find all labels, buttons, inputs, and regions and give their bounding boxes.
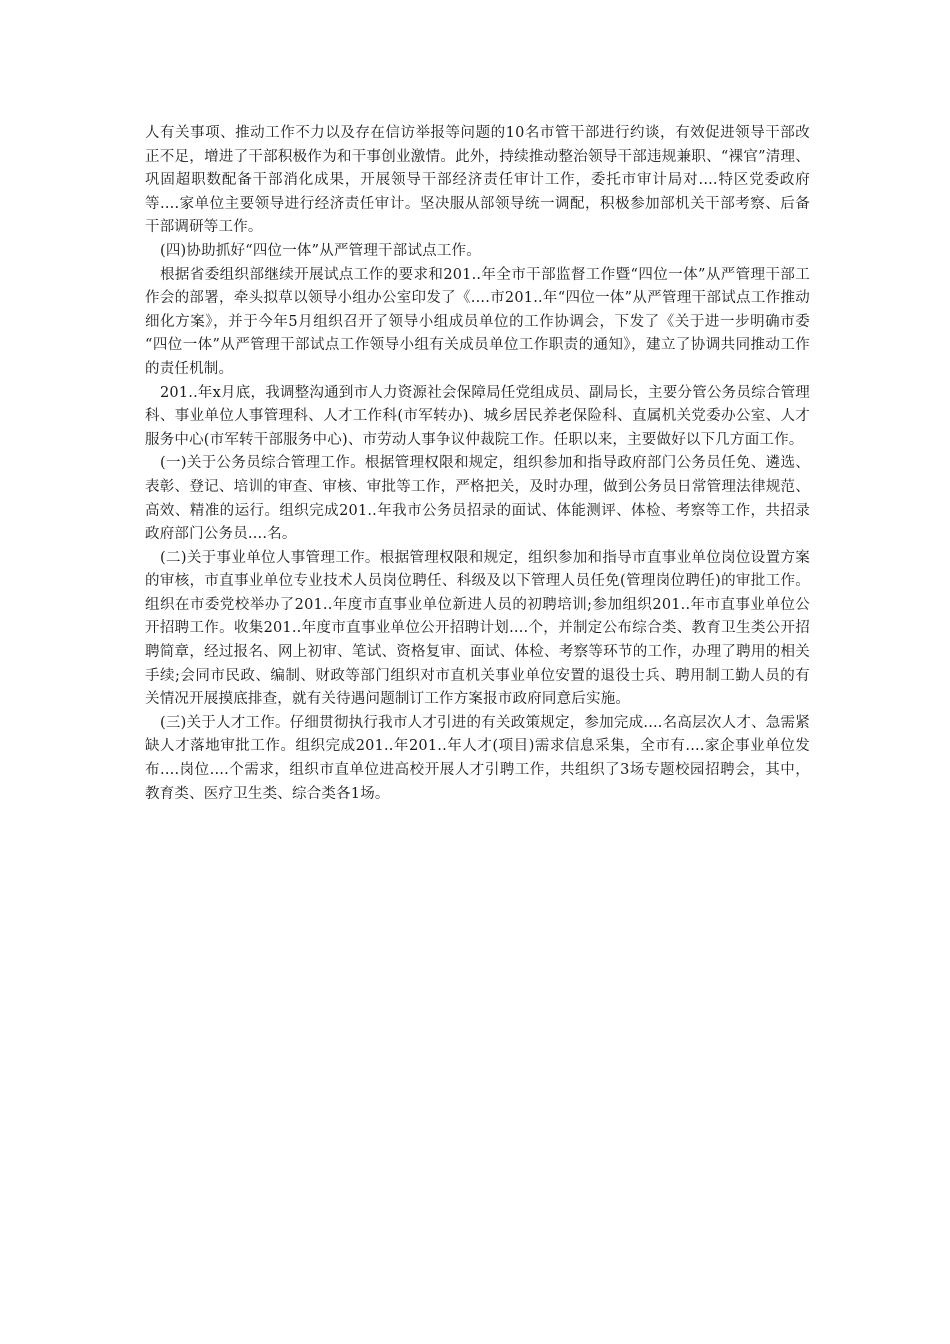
paragraph-4: 201..年x月底，我调整沟通到市人力资源社会保障局任党组成员、副局长，主要分管公务员综合管理科、事业单位人事管理科、人才工作科(市军转办)、城乡居民养老保险科、直属机关党委办公室、人才服务中心(市军转干部服务中心)、市劳动人事争议仲裁院工作。任职以来，主要做好以下几方面工作。 (145, 384, 810, 448)
section-civil-servant: (一)关于公务员综合管理工作。根据管理权限和规定，组织参加和指导政府部门公务员任免、遴选、表彰、登记、培训的审查、审核、审批等工作，严格把关，及时办理，做到公务员日常管理法律规范、高效、精准的运行。组织完成201..年我市公务员招录的面试、体能测评、体检、考察等工作，共招录政府部门公务员....名。 (145, 455, 810, 543)
section-talent: (三)关于人才工作。仔细贯彻执行我市人才引进的有关政策规定，参加完成....名高层次人才、急需紧缺人才落地审批工作。组织完成201..年201..年人才(项目)需求信息采集，全市有....家企事业单位发布....岗位....个需求，组织市直单位进高校开展人才引聘工作，共组织了3场专题校园招聘会，其中，教育类、医疗卫生类、综合类各1场。 (145, 714, 810, 802)
section-public-institution: (二)关于事业单位人事管理工作。根据管理权限和规定，组织参加和指导市直事业单位岗位设置方案的审核，市直事业单位专业技术人员岗位聘任、科级及以下管理人员任免(管理岗位聘任)的审批工作。组织在市委党校举办了201..年度市直事业单位新进人员的初聘培训;参加组织201..年市直事业单位公开招聘工作。收集201..年度市直事业单位公开招聘计划....个，并制定公布综合类、教育卫生类公开招聘简章，经过报名、网上初审、笔试、资格复审、面试、体检、考察等环节的工作，办理了聘用的相关手续;会同市民政、编制、财政等部门组织对市直机关事业单位安置的退役士兵、聘用制工勤人员的有关情况开展摸底排查，就有关待遇问题制订工作方案报市政府同意后实施。 (145, 549, 810, 708)
paragraph-3: 根据省委组织部继续开展试点工作的要求和201..年全市干部监督工作暨“四位一体”从严管理干部工作会的部署，牵头拟草以领导小组办公室印发了《....市201..年“四位一体”从严管理干部试点工作推动细化方案》，并于今年5月组织召开了领导小组成员单位的工作协调会，下发了《关于进一步明确市委 “四位一体”从严管理干部试点工作领导小组有关成员单位工作职责的通知》，建立了协调共同推动工作的责任机制。 (145, 266, 810, 377)
section-heading-4: (四)协助抓好“四位一体”从严管理干部试点工作。 (160, 242, 481, 259)
paragraph-1: 人有关事项、推动工作不力以及存在信访举报等问题的10名市管干部进行约谈，有效促进领导干部改正不足，增进了干部积极作为和干事创业激情。此外，持续推动整治领导干部违规兼职、“裸官”清理、巩固超职数配备干部消化成果，开展领导干部经济责任审计工作，委托市审计局对....特区党委政府等....家单位主要领导进行经济责任审计。坚决服从部领导统一调配，积极参加部机关干部考察、后备干部调研等工作。 (145, 125, 810, 236)
document-body (145, 122, 810, 806)
